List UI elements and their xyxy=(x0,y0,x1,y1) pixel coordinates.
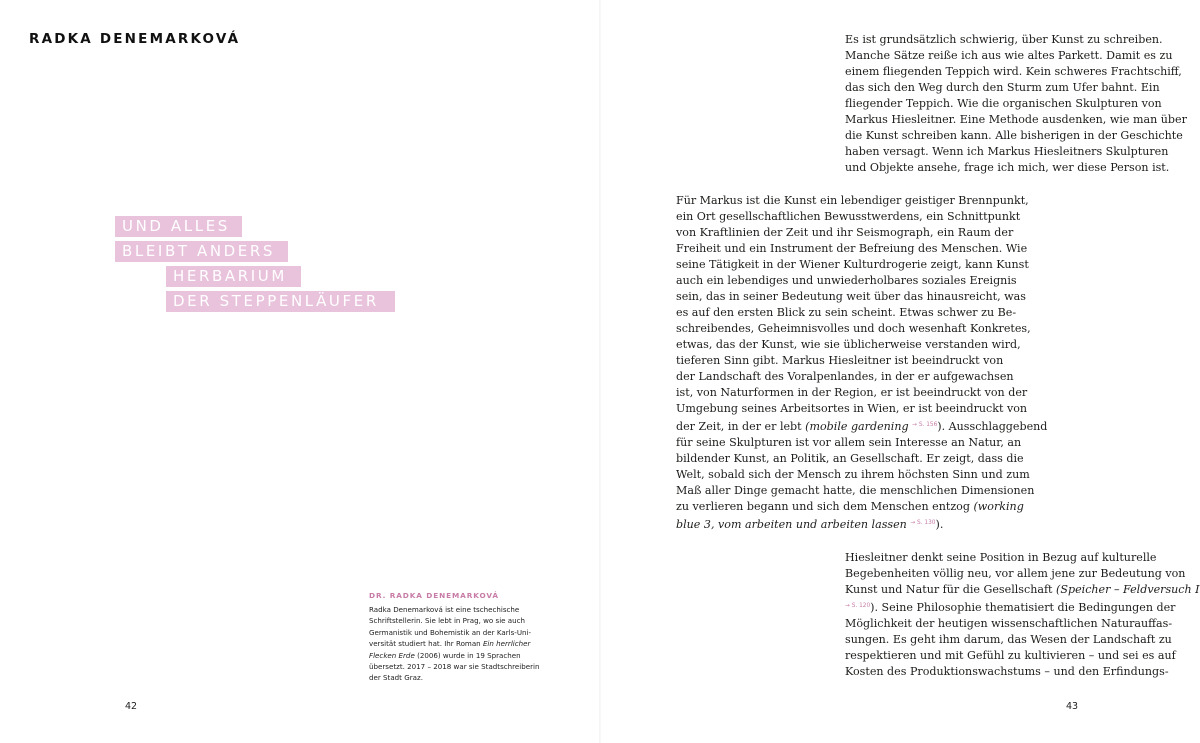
text-line: Möglichkeit der heutigen wissenschaftlichen Naturauffas- xyxy=(845,617,1173,630)
page-number-right: 43 xyxy=(1066,701,1079,712)
author-bio xyxy=(369,591,544,684)
text-fragment: (2006) wurde in 19 Sprachen xyxy=(414,650,521,660)
text-line: haben versagt. Wenn ich Markus Hiesleitners Skulpturen xyxy=(845,145,1169,158)
title-line: BLEIBT ANDERS xyxy=(115,241,288,262)
work-reference: (mobile gardening xyxy=(805,420,909,433)
text-line: ist, von Naturformen in der Region, er ist beeindruckt von der xyxy=(676,386,1028,399)
text-fragment: zu verlieren begann und sich dem Menschen entzog xyxy=(676,500,974,513)
text-fragment: ). Seine Philosophie thematisiert die Bedingungen der xyxy=(870,601,1176,614)
text-line: es auf den ersten Blick zu sein scheint. Etwas schwer zu Be- xyxy=(676,306,1017,319)
text-line xyxy=(845,598,1200,616)
main-paragraph xyxy=(676,193,1047,533)
text-line: schreibendes, Geheimnisvolles und doch wesenhaft Konkretes, xyxy=(676,322,1031,335)
text-fragment: ). Ausschlaggebend xyxy=(937,420,1048,433)
text-fragment: versität studiert hat. Ihr Roman xyxy=(369,639,483,649)
text-fragment: Kunst und Natur für die Gesellschaft xyxy=(845,583,1057,596)
bio-text xyxy=(369,604,544,684)
text-line: fliegender Teppich. Wie die organischen Skulpturen von xyxy=(845,97,1162,110)
text-line: bildender Kunst, an Politik, an Gesellschaft. Er zeigt, dass die xyxy=(676,452,1024,465)
text-line: Freiheit und ein Instrument der Befreiung des Menschen. Wie xyxy=(676,242,1028,255)
text-line: Für Markus ist die Kunst ein lebendiger geistiger Brennpunkt, xyxy=(676,194,1029,207)
text-line: Kosten des Produktionswachstums – und den Erfindungs- xyxy=(845,665,1169,678)
text-line: Manche Sätze reiße ich aus wie altes Parkett. Damit es zu xyxy=(845,49,1173,62)
text-line: Welt, sobald sich der Mensch zu ihrem höchsten Sinn und zum xyxy=(676,468,1030,481)
title-line: DER STEPPENLÄUFER xyxy=(166,291,395,312)
text-line: respektieren und mit Gefühl zu kultivieren – und sei es auf xyxy=(845,649,1176,662)
title-line: UND ALLES xyxy=(115,216,242,237)
work-reference: (Speicher – Feldversuch I xyxy=(1056,583,1200,596)
novel-title: Ein herrlicher xyxy=(482,639,531,649)
text-line: sein, das in seiner Bedeutung weit über das hinausreicht, was xyxy=(676,290,1026,303)
text-line: einem fliegenden Teppich wird. Kein schweres Frachtschiff, xyxy=(845,65,1182,78)
text-line: das sich den Weg durch den Sturm zum Ufer bahnt. Ein xyxy=(845,81,1160,94)
intro-paragraph xyxy=(845,32,1187,176)
bio-line: Germanistik und Bohemistik an der Karls-Uni- xyxy=(369,627,532,637)
text-line: der Landschaft des Voralpenlandes, in der er aufgewachsen xyxy=(676,370,1014,383)
work-reference: blue 3, vom arbeiten und arbeiten lassen xyxy=(676,518,907,531)
text-line: Maß aller Dinge gemacht hatte, die menschlichen Dimensionen xyxy=(676,484,1035,497)
work-reference: (working xyxy=(973,500,1024,513)
bio-name: DR. RADKA DENEMARKOVÁ xyxy=(369,591,499,600)
text-line: für seine Skulpturen ist vor allem sein Interesse an Natur, an xyxy=(676,436,1022,449)
text-line: sungen. Es geht ihm darum, das Wesen der Landschaft zu xyxy=(845,633,1172,646)
bio-line: Radka Denemarková ist eine tschechische xyxy=(369,605,520,614)
text-line: etwas, das der Kunst, wie sie üblicherweise verstanden wird, xyxy=(676,338,1021,351)
text-fragment: ). xyxy=(935,518,944,531)
page-gutter xyxy=(599,0,601,743)
text-line: seine Tätigkeit in der Wiener Kulturdrogerie zeigt, kann Kunst xyxy=(676,258,1029,271)
text-line xyxy=(676,515,1047,533)
text-line xyxy=(676,499,1047,515)
text-line: ein Ort gesellschaftlichen Bewusstwerdens, ein Schnittpunkt xyxy=(676,210,1021,223)
text-line: auch ein lebendiges und unwiederholbares soziales Ereignis xyxy=(676,274,1017,287)
bio-line: Schriftstellerin. Sie lebt in Prag, wo sie auch xyxy=(369,616,526,626)
text-line: Hiesleitner denkt seine Position in Bezug auf kulturelle xyxy=(845,551,1157,564)
text-line: und Objekte ansehe, frage ich mich, wer diese Person ist. xyxy=(845,161,1170,174)
text-line: tieferen Sinn gibt. Markus Hiesleitner ist beeindruckt von xyxy=(676,354,1004,367)
text-line xyxy=(845,582,1200,598)
text-line: Markus Hiesleitner. Eine Methode ausdenken, wie man über xyxy=(845,113,1187,126)
bio-line: übersetzt. 2017 – 2018 war sie Stadtschreiberin xyxy=(369,662,540,672)
running-head: RADKA DENEMARKOVÁ xyxy=(29,31,241,47)
text-fragment: der Zeit, in der er lebt xyxy=(676,420,806,433)
text-line: die Kunst schreiben kann. Alle bisherigen in der Geschichte xyxy=(845,129,1183,142)
bio-line xyxy=(369,650,544,661)
text-line: Umgebung seines Arbeitsortes in Wien, er ist beeindruckt von xyxy=(676,402,1028,415)
text-line: von Kraftlinien der Zeit und ihr Seismograph, ein Raum der xyxy=(676,226,1014,239)
third-paragraph xyxy=(845,550,1200,680)
bio-line xyxy=(369,638,544,649)
title-line: HERBARIUM xyxy=(166,266,301,287)
novel-title: Flecken Erde xyxy=(369,650,415,660)
text-line xyxy=(676,417,1047,435)
page-number-left: 42 xyxy=(125,701,138,712)
page-reference: → S. 130 xyxy=(910,520,936,526)
text-line: Es ist grundsätzlich schwierig, über Kunst zu schreiben. xyxy=(845,33,1163,46)
text-line: Begebenheiten völlig neu, vor allem jene zur Bedeutung von xyxy=(845,567,1186,580)
page-reference: → S. 156 xyxy=(912,422,938,428)
bio-line: der Stadt Graz. xyxy=(369,673,423,683)
page-reference: → S. 120 xyxy=(845,603,871,609)
